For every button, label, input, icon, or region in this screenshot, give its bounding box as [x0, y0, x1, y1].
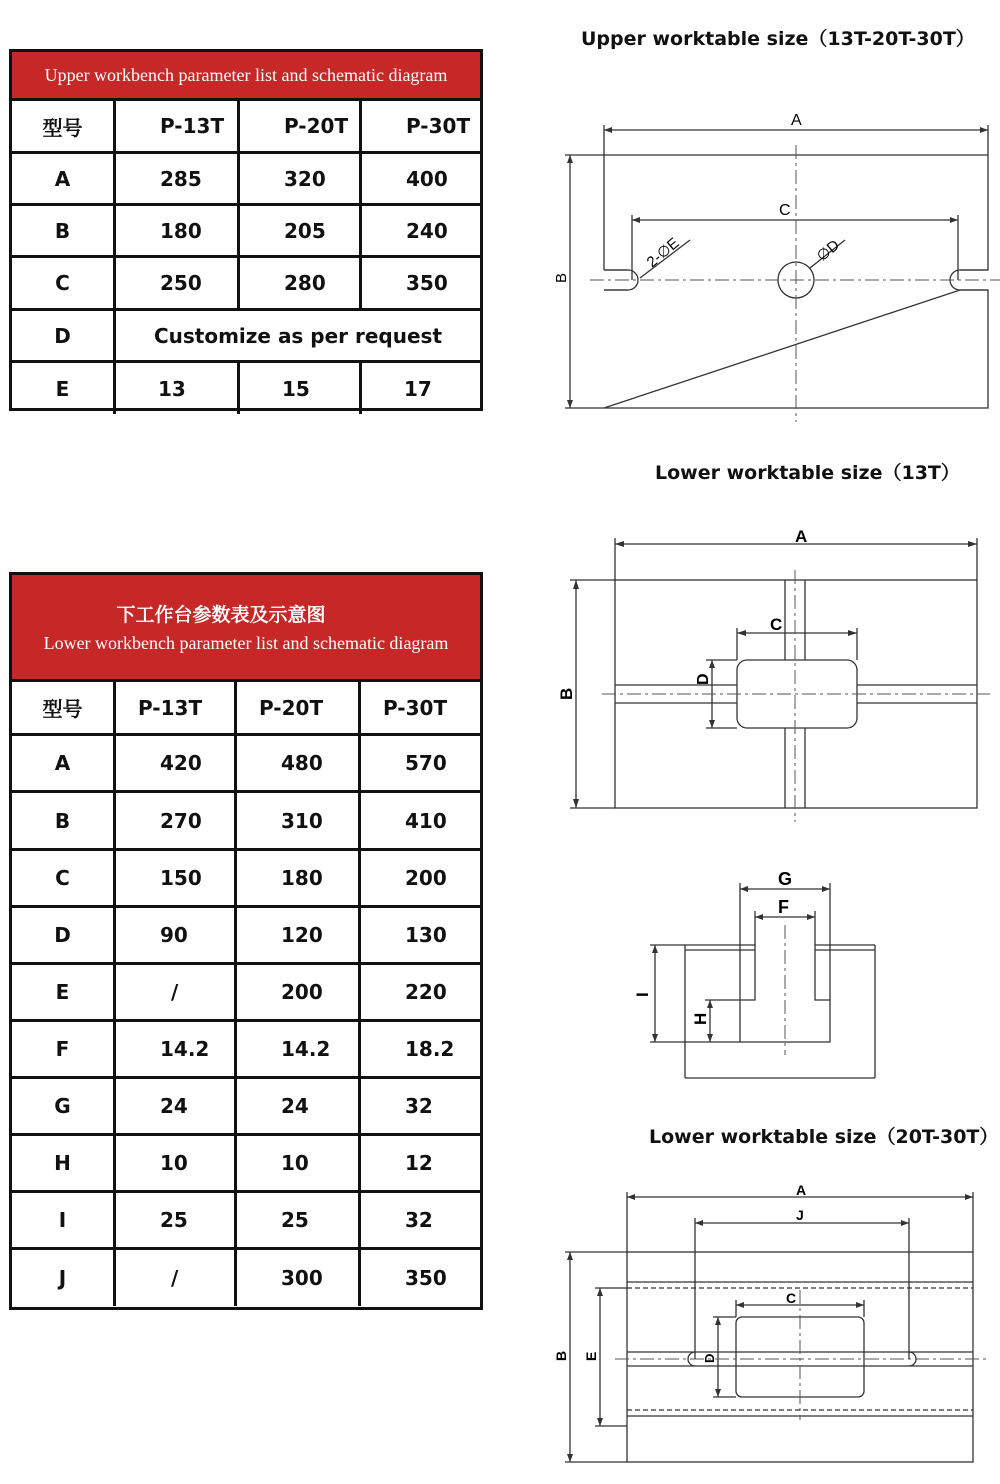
- cell-p30t: 200: [405, 866, 447, 890]
- row-label: H: [12, 1136, 116, 1190]
- upper-worktable-diagram: [540, 100, 1000, 430]
- cell-p20t: 15: [240, 363, 362, 414]
- cell-p13t: 25: [116, 1193, 237, 1247]
- cell-p30t: 570: [405, 751, 447, 775]
- lower-2030-caption: Lower worktable size（20T-30T）: [649, 1126, 999, 1148]
- table-row: [12, 736, 480, 793]
- dim-label-b: B: [557, 687, 576, 700]
- cell-p20t: 280: [240, 258, 362, 308]
- header-model: 型号: [12, 682, 116, 733]
- cell-p13t: 150: [116, 851, 237, 905]
- table-row: [12, 1250, 480, 1306]
- table-row: [12, 1136, 480, 1193]
- row-label: A: [12, 154, 116, 203]
- table-row: [12, 363, 480, 414]
- cell-p20t: 205: [240, 206, 362, 255]
- cell-p20t: 14.2: [237, 1022, 361, 1076]
- table-row: [12, 1022, 480, 1079]
- dim-label-d: D: [695, 673, 712, 685]
- cell-p20t: 480: [237, 736, 361, 790]
- row-label: F: [12, 1022, 116, 1076]
- cell-p30t: 410: [405, 808, 447, 833]
- table-row: [12, 1079, 480, 1136]
- t-slot-section-diagram: [620, 865, 900, 1085]
- cell-p13t: 90: [116, 908, 237, 962]
- upper-table-title-bar: [12, 52, 480, 101]
- cell-p30t: 400: [406, 166, 448, 191]
- dim-label-h: H: [691, 1012, 710, 1025]
- header-p20t: P-20T: [240, 101, 362, 151]
- cell-p13t: 13: [116, 363, 240, 414]
- table-row: [12, 851, 480, 908]
- cell-span-request: Customize as per request: [153, 323, 443, 348]
- row-label: B: [12, 793, 116, 848]
- lower-2030-worktable-diagram: [540, 1180, 1000, 1475]
- dim-label-e: 2-∅E: [643, 234, 683, 272]
- cell-p20t: 180: [237, 851, 361, 905]
- dim-label-a: A: [795, 527, 808, 546]
- lower-parameter-table: [9, 572, 483, 1310]
- row-label: I: [12, 1193, 116, 1247]
- table-row: [12, 206, 480, 258]
- cell-p30t: 130: [405, 923, 447, 947]
- upper-table-title: Upper workbench parameter list and schematic diagram: [44, 64, 448, 85]
- header-p30t: P-30T: [406, 114, 471, 138]
- cell-p13t: 285: [116, 154, 240, 203]
- upper-parameter-table: [9, 49, 483, 411]
- cell-p30t: 32: [405, 1208, 433, 1232]
- row-label: J: [12, 1250, 116, 1306]
- header-p13t: P-13T: [116, 101, 240, 151]
- row-label: C: [12, 258, 116, 308]
- dim-label-d: ∅D: [813, 236, 843, 266]
- dim-label-g: G: [778, 869, 793, 889]
- lower-13t-caption: Lower worktable size（13T）: [655, 462, 960, 484]
- table-row: [12, 258, 480, 311]
- table-row: [12, 908, 480, 965]
- dim-label-a: A: [791, 112, 802, 129]
- cell-p13t: 420: [116, 736, 237, 790]
- table-row: [12, 154, 480, 206]
- table-row: [12, 311, 480, 363]
- dim-label-b: B: [553, 272, 570, 283]
- cell-p13t: 250: [116, 258, 240, 308]
- dim-label-d: D: [702, 1353, 717, 1363]
- cell-p30t: 18.2: [405, 1037, 455, 1061]
- dim-label-j: J: [796, 1207, 804, 1223]
- cell-p20t: 25: [237, 1193, 361, 1247]
- table-row: [12, 965, 480, 1022]
- cell-p13t: /: [116, 1250, 237, 1306]
- dim-label-a: A: [796, 1182, 807, 1198]
- dim-label-c: C: [779, 202, 791, 219]
- header-p30t: P-30T: [383, 695, 448, 720]
- row-label: A: [12, 736, 116, 790]
- dim-label-e: E: [583, 1351, 599, 1361]
- table-row: [12, 1193, 480, 1250]
- cell-p20t: 24: [237, 1079, 361, 1133]
- dim-label-b: B: [553, 1350, 569, 1361]
- lower-table-title-bar: [12, 575, 480, 682]
- header-model: 型号: [12, 101, 116, 151]
- row-label: B: [12, 206, 116, 255]
- header-p13t: P-13T: [116, 682, 237, 733]
- dim-label-f: F: [778, 897, 789, 917]
- cell-p20t: 310: [237, 793, 361, 848]
- cell-p13t: 14.2: [116, 1022, 237, 1076]
- dim-label-i: I: [633, 992, 652, 997]
- cell-p20t: 300: [237, 1250, 361, 1306]
- dim-label-c: C: [786, 1290, 797, 1306]
- cell-p13t: 24: [116, 1079, 237, 1133]
- cell-p13t: 10: [116, 1136, 237, 1190]
- cell-p30t: 32: [405, 1094, 433, 1118]
- lower-table-title-zh: 下工作台参数表及示意图: [116, 604, 326, 626]
- cell-p20t: 10: [237, 1136, 361, 1190]
- header-p20t: P-20T: [237, 682, 361, 733]
- upper-table-header-row: [12, 101, 480, 154]
- cell-p20t: 200: [237, 965, 361, 1019]
- lower-13t-worktable-diagram: [540, 520, 1000, 830]
- cell-p30t: 350: [406, 271, 448, 295]
- lower-table-header-row: [12, 682, 480, 736]
- lower-table-title: Lower workbench parameter list and schematic diagram: [43, 633, 449, 653]
- row-label: G: [12, 1079, 116, 1133]
- row-label: D: [12, 311, 116, 360]
- cell-p30t: 220: [405, 980, 447, 1004]
- cell-p13t: /: [116, 965, 237, 1019]
- table-row: [12, 793, 480, 851]
- dim-label-c: C: [770, 615, 783, 634]
- cell-p30t: 350: [405, 1266, 447, 1290]
- cell-p13t: 270: [116, 793, 237, 848]
- row-label: D: [12, 908, 116, 962]
- row-label: E: [12, 965, 116, 1019]
- row-label: E: [12, 363, 116, 414]
- cell-p30t: 240: [406, 218, 448, 243]
- row-label: C: [12, 851, 116, 905]
- cell-p30t: 17: [404, 376, 432, 401]
- cell-p20t: 120: [237, 908, 361, 962]
- upper-worktable-caption: Upper worktable size（13T-20T-30T）: [581, 28, 975, 50]
- cell-p13t: 180: [116, 206, 240, 255]
- cell-p20t: 320: [240, 154, 362, 203]
- cell-p30t: 12: [405, 1151, 433, 1175]
